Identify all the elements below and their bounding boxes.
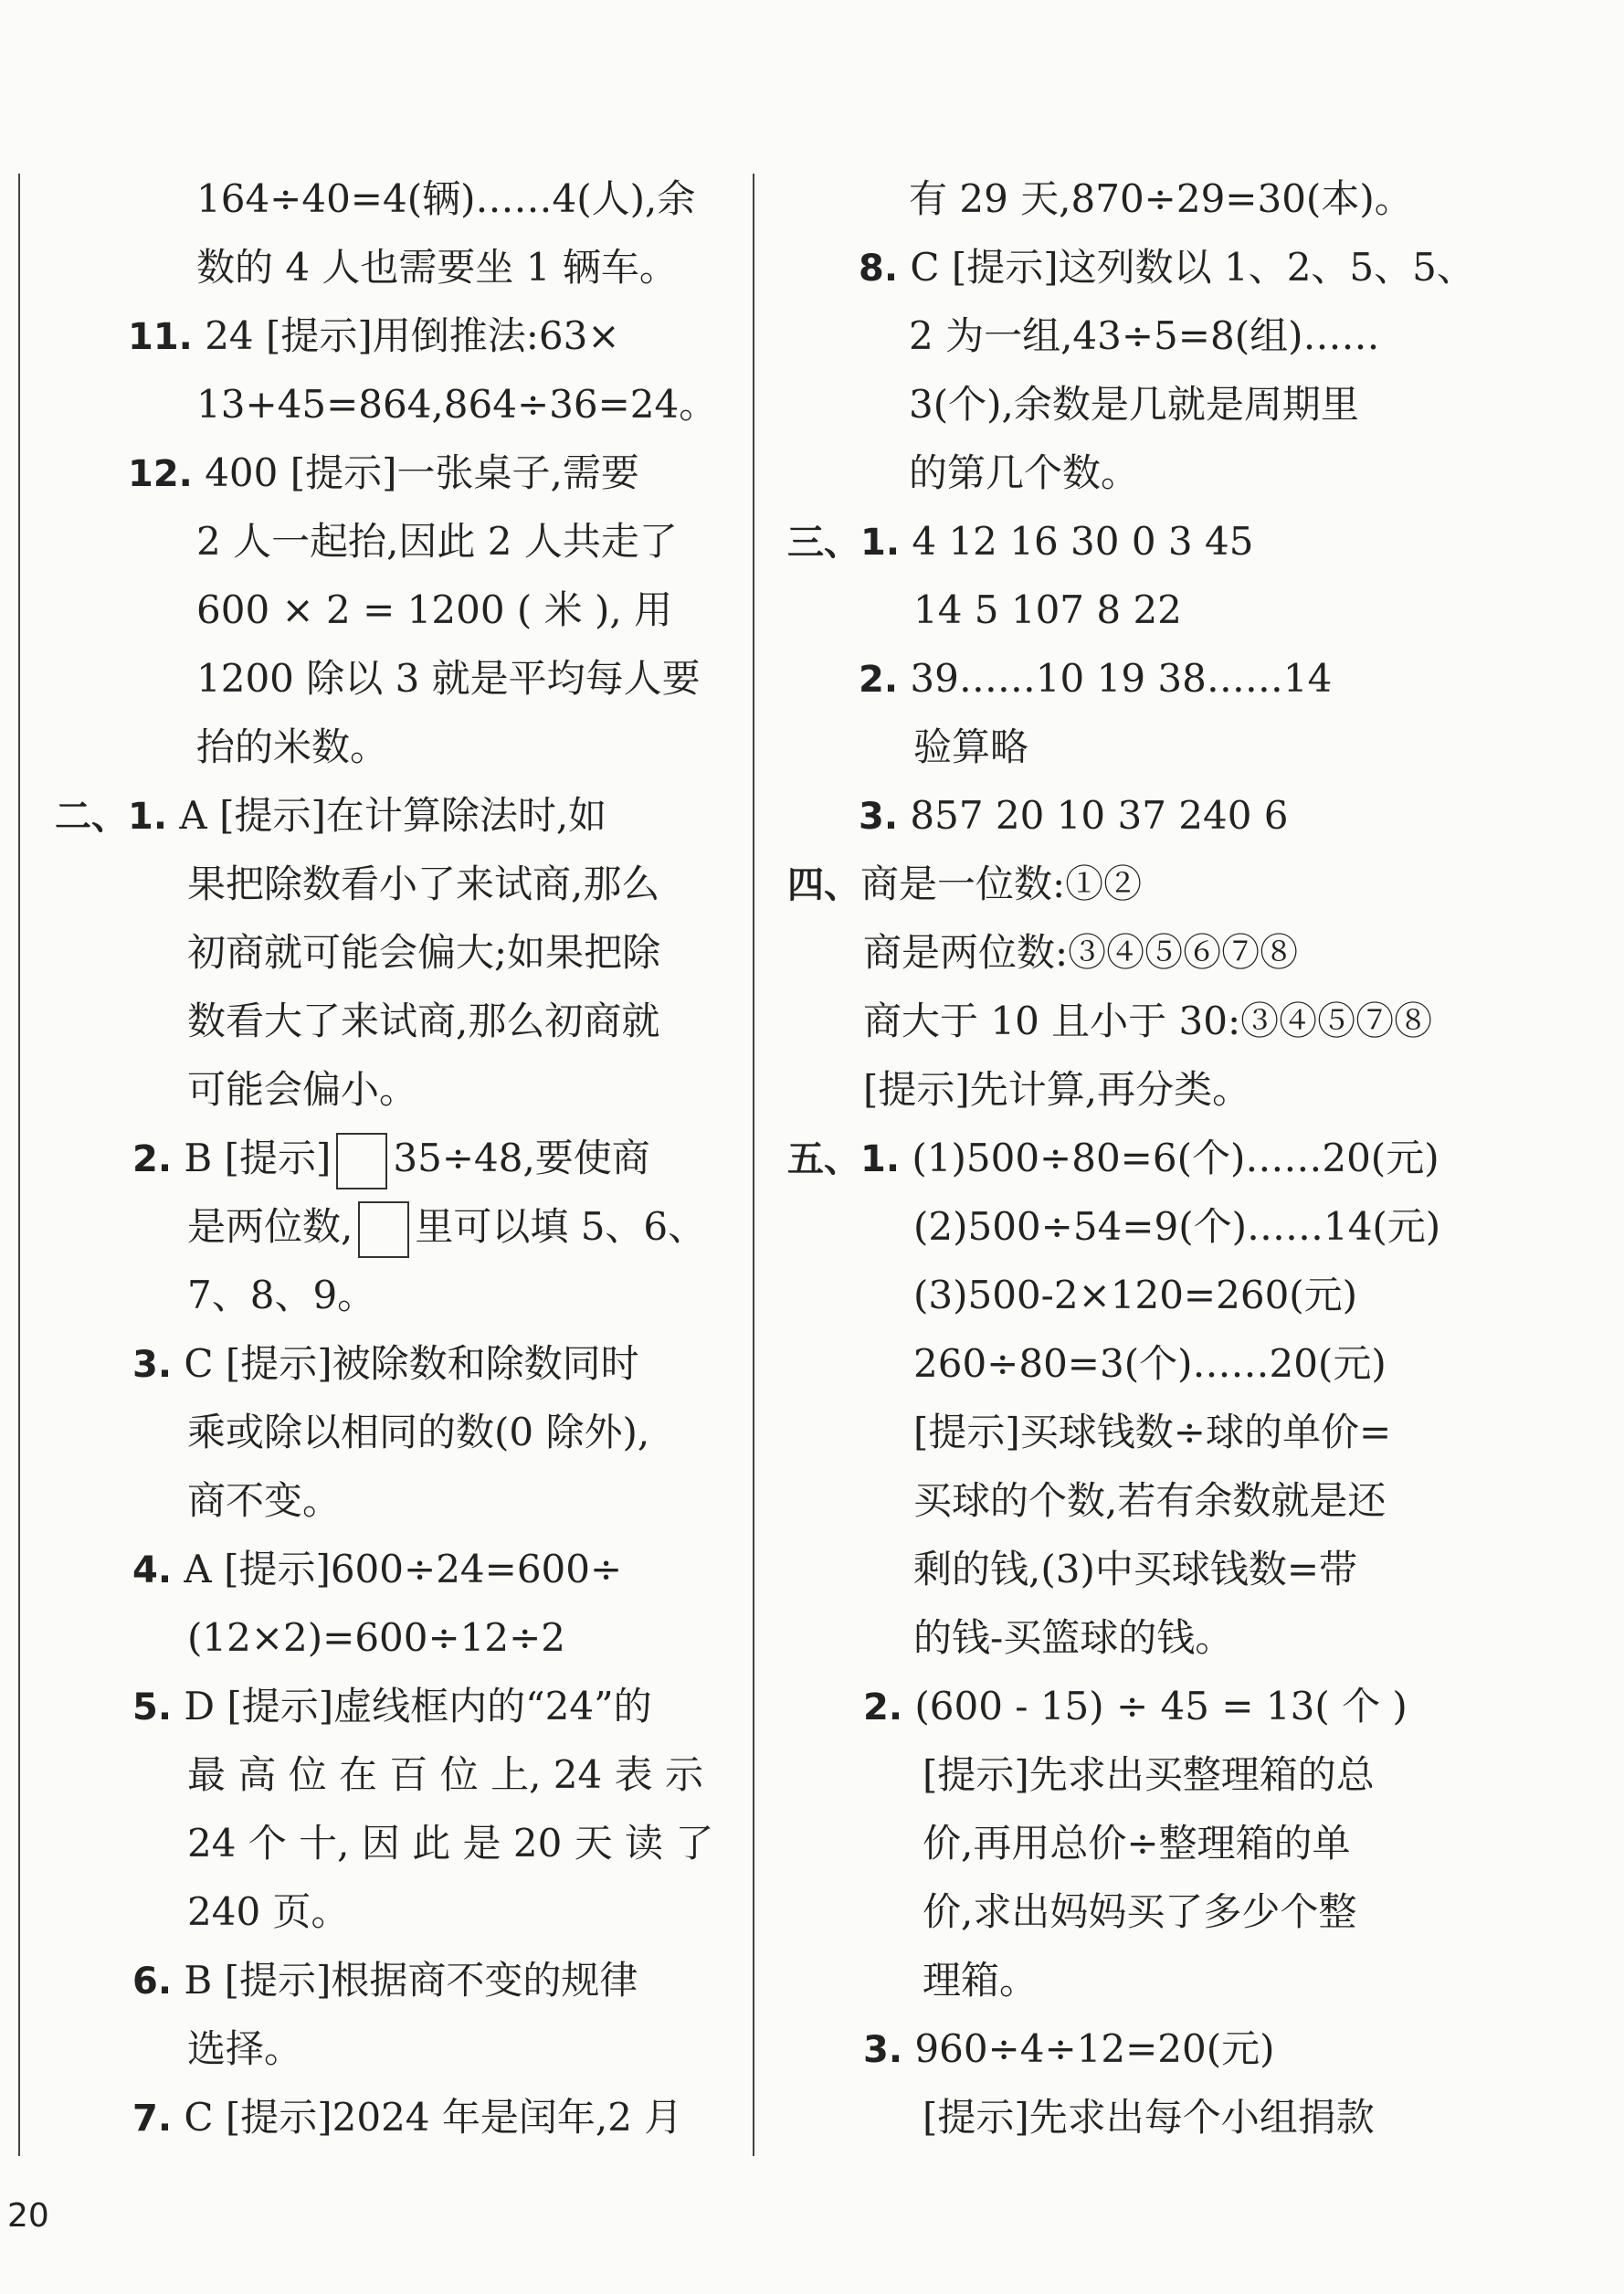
answer-text: (2)500÷54=9(个)……14(元): [913, 1204, 1441, 1249]
question-number: 5.: [132, 1686, 173, 1728]
right-column: [0, 164, 1624, 2151]
answer-text: 600 × 2 = 1200 ( 米 ), 用: [196, 587, 673, 632]
answer-text: [提示]先求出买整理箱的总: [923, 1752, 1375, 1797]
answer-text: 的第几个数。: [909, 450, 1140, 495]
answer-text: [提示]买球钱数÷球的单价=: [913, 1410, 1392, 1454]
answer-text: A [提示]600÷24=600÷: [172, 1547, 623, 1591]
answer-line: [0, 1124, 1624, 1192]
answer-text: 初商就可能会偏大;如果把除: [187, 930, 661, 975]
answer-line: [0, 1877, 1624, 1946]
question-number: 3.: [132, 1344, 173, 1386]
answer-line: [0, 1603, 1624, 1672]
answer-line: [0, 2083, 1624, 2151]
answer-line: [0, 918, 1624, 987]
answer-text: 商是一位数:①②: [860, 862, 1143, 906]
answer-line: [0, 1535, 1624, 1603]
answer-line: [0, 1466, 1624, 1535]
answer-text: (1)500÷80=6(个)……20(元): [900, 1136, 1439, 1180]
answer-text: 剩的钱,(3)中买球钱数=带: [913, 1547, 1358, 1591]
answer-text: 14 5 107 8 22: [913, 587, 1182, 632]
answer-text: [提示]先求出每个小组捐款: [923, 2095, 1375, 2140]
answer-text: 24 个 十, 因 此 是 20 天 读 了: [187, 1821, 714, 1866]
answer-line: [0, 1261, 1624, 1329]
answer-line: [0, 713, 1624, 781]
answer-text: A [提示]在计算除法时,如: [167, 793, 607, 838]
question-number: 11.: [128, 316, 193, 358]
answer-text: 400 [提示]一张桌子,需要: [192, 450, 639, 495]
answer-text: [提示]先计算,再分类。: [863, 1067, 1251, 1112]
answer-text: 7、8、9。: [187, 1273, 376, 1317]
answer-text: 是两位数,: [187, 1204, 353, 1249]
answer-text: 4 12 16 30 0 3 45: [900, 519, 1254, 564]
answer-text: 理箱。: [923, 1958, 1039, 2003]
answer-text: 的钱-买篮球的钱。: [913, 1615, 1234, 1660]
answer-text: 商不变。: [187, 1478, 342, 1523]
answer-text: 35÷48,要使商: [393, 1136, 650, 1180]
answer-line: [0, 301, 1624, 370]
question-number: 3.: [859, 796, 899, 838]
page-number: 20: [7, 2197, 49, 2235]
answer-line: [0, 507, 1624, 576]
answer-line: [0, 1055, 1624, 1124]
answer-text: 价,求出妈妈买了多少个整: [923, 1889, 1357, 1934]
question-number: 12.: [128, 453, 193, 495]
answer-line: [0, 576, 1624, 644]
question-number: 三、1.: [787, 522, 901, 564]
answer-text: 数的 4 人也需要坐 1 辆车。: [196, 245, 678, 290]
answer-line: [0, 1672, 1624, 1740]
answer-text: 商大于 10 且小于 30:③④⑤⑦⑧: [863, 999, 1433, 1043]
answer-text: C [提示]2024 年是闰年,2 月: [172, 2095, 683, 2140]
answer-text: 可能会偏小。: [187, 1067, 418, 1112]
question-number: 2.: [859, 659, 899, 701]
answer-text: C [提示]这列数以 1、2、5、5、: [898, 245, 1475, 290]
answer-line: [0, 370, 1624, 439]
answer-text: 里可以填 5、6、: [415, 1204, 707, 1249]
answer-line: [0, 2014, 1624, 2083]
answer-text: 240 页。: [187, 1889, 350, 1934]
answer-text: (3)500-2×120=260(元): [913, 1273, 1358, 1317]
answer-line: [0, 781, 1624, 850]
answer-line: [0, 439, 1624, 507]
answer-text: 果把除数看小了来试商,那么: [187, 862, 660, 906]
answer-text: 960÷4÷12=20(元): [902, 2026, 1275, 2071]
answer-line: [0, 987, 1624, 1055]
question-number: 3.: [863, 2029, 903, 2071]
answer-line: [0, 1809, 1624, 1877]
question-number: 6.: [132, 1961, 173, 2003]
answer-text: 39……10 19 38……14: [898, 656, 1333, 701]
answer-text: B [提示]根据商不变的规律: [172, 1958, 638, 2003]
answer-text: D [提示]虚线框内的“24”的: [172, 1684, 652, 1728]
answer-text: 验算略: [913, 724, 1029, 769]
answer-line: [0, 164, 1624, 233]
question-number: 五、1.: [787, 1138, 901, 1180]
question-number: 8.: [859, 248, 899, 290]
answer-text: 乘或除以相同的数(0 除外),: [187, 1410, 650, 1454]
answer-text: 价,再用总价÷整理箱的单: [923, 1821, 1351, 1866]
question-number: 4.: [132, 1549, 173, 1591]
answer-text: 有 29 天,870÷29=30(本)。: [909, 176, 1413, 221]
answer-text: 1200 除以 3 就是平均每人要: [196, 656, 701, 701]
question-number: 四、: [787, 864, 860, 906]
answer-text: 2 人一起抬,因此 2 人共走了: [196, 519, 678, 564]
question-number: 二、1.: [55, 796, 168, 838]
answer-line: [0, 1740, 1624, 1809]
answer-line: [0, 644, 1624, 713]
answer-text: 164÷40=4(辆)……4(人),余: [196, 176, 696, 221]
answer-line: [0, 1192, 1624, 1261]
answer-text: 260÷80=3(个)……20(元): [913, 1341, 1387, 1386]
answer-text: 数看大了来试商,那么初商就: [187, 999, 660, 1043]
question-number: 2.: [863, 1686, 903, 1728]
question-number: 7.: [132, 2098, 173, 2140]
answer-text: 3(个),余数是几就是周期里: [909, 382, 1359, 427]
answer-text: (600 - 15) ÷ 45 = 13( 个 ): [902, 1684, 1408, 1728]
answer-text: C [提示]被除数和除数同时: [172, 1341, 639, 1386]
answer-text: (12×2)=600÷12÷2: [187, 1615, 566, 1660]
answer-text: 选择。: [187, 2026, 303, 2071]
answer-line: [0, 1329, 1624, 1398]
answer-text: 13+45=864,864÷36=24。: [196, 382, 718, 427]
answer-text: 抬的米数。: [196, 724, 389, 769]
answer-text: 商是两位数:③④⑤⑥⑦⑧: [863, 930, 1299, 975]
answer-line: [0, 233, 1624, 301]
answer-text: B [提示]: [172, 1136, 332, 1180]
answer-text: 857 20 10 37 240 6: [898, 793, 1289, 838]
answer-line: [0, 1398, 1624, 1466]
question-number: 2.: [132, 1138, 173, 1180]
answer-line: [0, 850, 1624, 918]
answer-line: [0, 1946, 1624, 2014]
answer-text: 最 高 位 在 百 位 上, 24 表 示: [187, 1752, 703, 1797]
answer-text: 买球的个数,若有余数就是还: [913, 1478, 1387, 1523]
answer-text: 2 为一组,43÷5=8(组)……: [909, 313, 1380, 358]
answer-text: 24 [提示]用倒推法:63×: [192, 313, 620, 358]
